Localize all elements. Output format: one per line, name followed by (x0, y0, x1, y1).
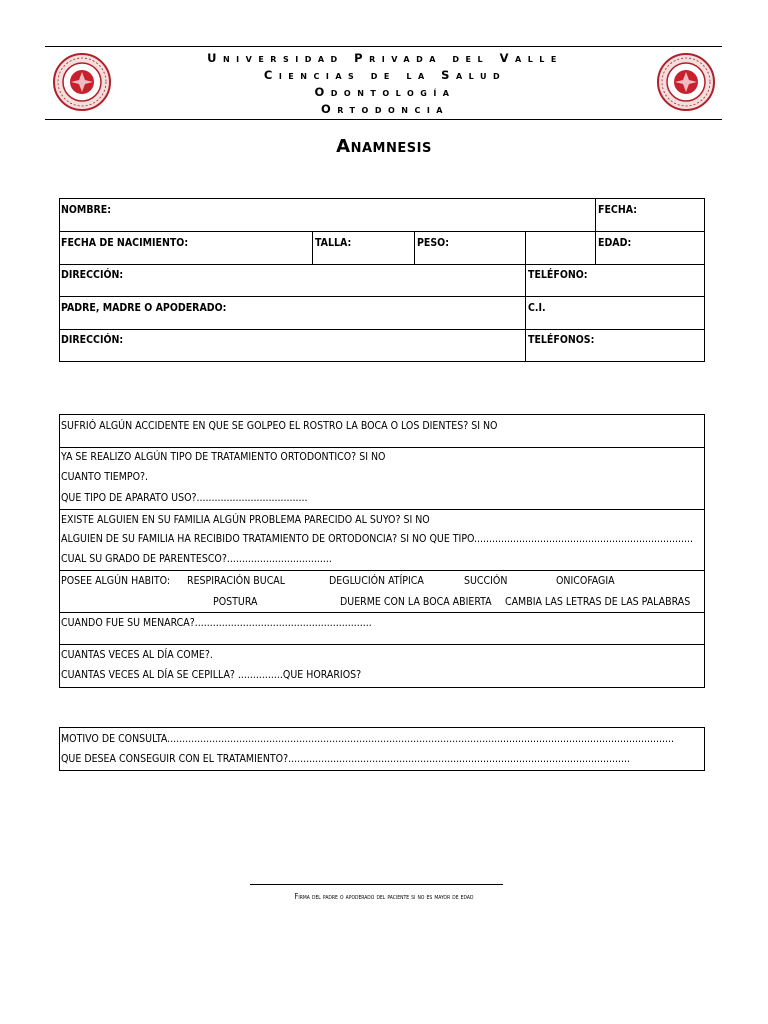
fecha-field[interactable]: FECHA: (598, 204, 638, 216)
row-divider (59, 264, 705, 265)
row-divider (59, 231, 705, 232)
university-seal-right-icon (656, 52, 716, 112)
personal-info-table (59, 198, 705, 362)
cepilla-question[interactable]: CUANTAS VECES AL DÍA SE CEPILLA? ...............QUE HORARIOS? (61, 669, 362, 681)
col-divider (312, 231, 313, 264)
direccion-field[interactable]: DIRECCIÓN: (61, 269, 124, 281)
col-divider (525, 231, 526, 362)
familia-ortodoncia-question[interactable]: ALGUIEN DE SU FAMILIA HA RECIBIDO TRATAMIENTO DE ORTODONCIA? SI NO QUE TIPO......................................................................... (61, 533, 693, 545)
row-divider (59, 644, 705, 645)
row-divider (59, 570, 705, 571)
telefono-field[interactable]: TELÉFONO: (528, 269, 588, 281)
aparato-question[interactable]: QUE TIPO DE APARATO USO?..................................... (61, 492, 308, 504)
habit-onicofagia[interactable]: ONICOFAGIA (556, 575, 615, 587)
department-name: Ortodoncia (320, 102, 449, 116)
accidente-question[interactable]: SUFRIÓ ALGÚN ACCIDENTE EN QUE SE GOLPEO EL ROSTRO LA BOCA O LOS DIENTES? SI NO (61, 420, 498, 432)
header-top-rule (45, 46, 722, 47)
school-name: Odontología (314, 85, 456, 99)
col-divider (414, 231, 415, 264)
parentesco-question[interactable]: CUAL SU GRADO DE PARENTESCO?................................... (61, 553, 332, 565)
habit-respiracion-bucal[interactable]: RESPIRACIÓN BUCAL (187, 575, 286, 587)
habit-deglucion-atipica[interactable]: DEGLUCIÓN ATÍPICA (329, 575, 424, 587)
motivo-consulta-field[interactable]: MOTIVO DE CONSULTA......................................................................................................................................................................... (61, 733, 675, 745)
talla-field[interactable]: TALLA: (315, 237, 352, 249)
nombre-field[interactable]: NOMBRE: (61, 204, 112, 216)
fecha-nacimiento-field[interactable]: FECHA DE NACIMIENTO: (61, 237, 189, 249)
tratamiento-question[interactable]: YA SE REALIZO ALGÚN TIPO DE TRATAMIENTO ORTODONTICO? SI NO (61, 451, 386, 463)
habit-duerme-boca-abierta[interactable]: DUERME CON LA BOCA ABIERTA (340, 596, 492, 608)
signature-caption: Firma del padre o apoderado del paciente si no es mayor de edad (294, 892, 474, 901)
come-question[interactable]: CUANTAS VECES AL DÍA COME?. (61, 649, 213, 661)
edad-field[interactable]: EDAD: (598, 237, 632, 249)
habit-cambia-letras[interactable]: CAMBIA LAS LETRAS DE LAS PALABRAS (505, 596, 691, 608)
telefonos-field[interactable]: TELÉFONOS: (528, 334, 595, 346)
habito-label: POSEE ALGÚN HABITO: (61, 575, 171, 587)
habit-postura[interactable]: POSTURA (213, 596, 258, 608)
page-title: Anamnesis (336, 136, 432, 157)
ci-field[interactable]: C.I. (528, 302, 546, 314)
signature-line[interactable] (250, 884, 503, 885)
faculty-name: Ciencias de la Salud (263, 68, 507, 82)
row-divider (59, 329, 705, 330)
col-divider (595, 198, 596, 264)
row-divider (59, 296, 705, 297)
desea-conseguir-field[interactable]: QUE DESEA CONSEGUIR CON EL TRATAMIENTO?.................................................................................................................. (61, 753, 631, 765)
university-name: Universidad Privada del Valle (207, 51, 563, 65)
cuanto-tiempo-question[interactable]: CUANTO TIEMPO?. (61, 471, 149, 483)
menarca-question[interactable]: CUANDO FUE SU MENARCA?........................................................... (61, 617, 372, 629)
row-divider (59, 447, 705, 448)
familia-problema-question[interactable]: EXISTE ALGUIEN EN SU FAMILIA ALGÚN PROBLEMA PARECIDO AL SUYO? SI NO (61, 514, 430, 526)
habit-succion[interactable]: SUCCIÓN (464, 575, 508, 587)
row-divider (59, 612, 705, 613)
padre-madre-apoderado-field[interactable]: PADRE, MADRE O APODERADO: (61, 302, 227, 314)
university-seal-left-icon (52, 52, 112, 112)
peso-field[interactable]: PESO: (417, 237, 449, 249)
header-bottom-rule (45, 119, 722, 120)
direccion-apoderado-field[interactable]: DIRECCIÓN: (61, 334, 124, 346)
row-divider (59, 509, 705, 510)
